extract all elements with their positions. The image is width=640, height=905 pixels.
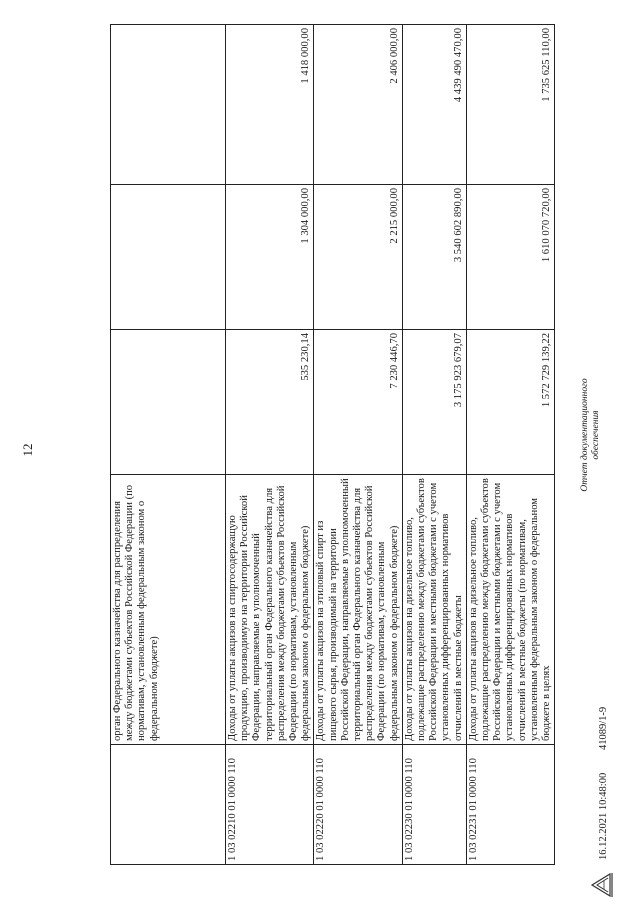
table-row [111,25,226,865]
row-value-col3: 3 175 923 679,07 [402,330,466,475]
row-value-col3: 7 230 446,70 [314,330,402,475]
row-value-col4: 1 610 070 720,00 [466,185,554,330]
row-value-col5: 1 735 625 110,00 [466,25,554,185]
table-row [314,25,402,865]
row-value-col4: 1 304 000,00 [226,185,314,330]
row-description: Доходы от уплаты акцизов на дизельное топливо, подлежащие распределению между бюджетами субъектов Российской Федерации и местными бюджетами с учетом установленных дифференцированных нормативов отчислений в местные бюджеты [402,475,466,745]
row-value-col3: 535 230,14 [226,330,314,475]
row-value-col5: 4 439 490 470,00 [402,25,466,185]
footer-note: Отчет документационного обеспечения [580,378,601,492]
row-code [111,745,226,865]
seal-icon [586,870,616,900]
row-code: 1 03 02230 01 0000 110 [402,745,466,865]
row-value-col4 [111,185,226,330]
table-row [226,25,314,865]
footer-doc-id: 41089/1-9 [598,706,609,750]
table-row [402,25,466,865]
row-description: Доходы от уплаты акцизов на спиртосодержащую продукцию, производимую на территории Российской Федерации, направляемые в уполномоченный территориальный орган Федерального казначейства для распределения между бюджетами субъектов Российской Федерации (по нормативам, установленным федеральным законом о федеральном бюджете) [226,475,314,745]
row-code: 1 03 02231 01 0000 110 [466,745,554,865]
row-description: Доходы от уплаты акцизов на этиловый спирт из пищевого сырья, производимый на территории Российской Федерации, направляемые в уполномоченный территориальный орган Федерального казначейства для распределения между бюджетами субъектов Российской Федерации (по нормативам, установленным федеральным законом о федеральном бюджете) [314,475,402,745]
row-value-col5: 1 418 000,00 [226,25,314,185]
footer-timestamp: 16.12.2021 10:48:00 [598,772,609,860]
revenue-table [110,24,555,865]
rotated-page [20,25,620,900]
row-value-col3 [111,330,226,475]
page-number: 12 [20,443,35,457]
row-description: орган Федерального казначейства для распределения между бюджетами субъектов Российской Федерации (по нормативам, установленным федеральным законом о федеральном бюджете) [111,475,226,745]
row-description: Доходы от уплаты акцизов на дизельное топливо, подлежащие распределению между бюджетами субъектов Российской Федерации и местными бюджетами с учетом установленных дифференцированных нормативов отчислений в местные бюджеты (по нормативам, установленным федеральным законом о федеральном бюджете в целях [466,475,554,745]
row-value-col5 [111,25,226,185]
row-value-col5: 2 406 000,00 [314,25,402,185]
row-code: 1 03 02210 01 0000 110 [226,745,314,865]
table-row [466,25,554,865]
row-value-col4: 3 540 602 890,00 [402,185,466,330]
row-code: 1 03 02220 01 0000 110 [314,745,402,865]
row-value-col4: 2 215 000,00 [314,185,402,330]
row-value-col3: 1 572 729 139,22 [466,330,554,475]
